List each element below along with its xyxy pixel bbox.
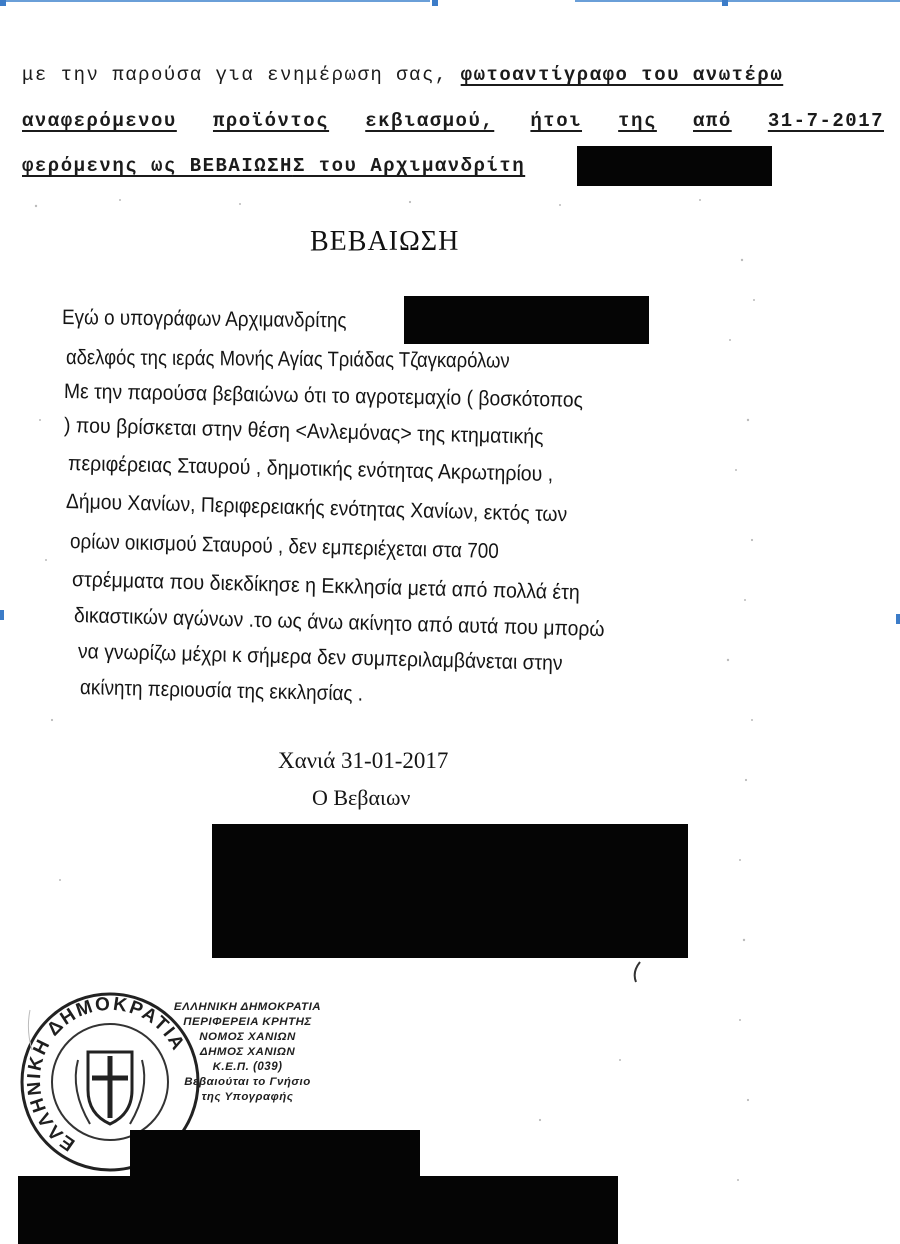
- certificate-line: να γνωρίζω μέχρι κ σήμερα δεν συμπεριλαμβάνεται στην: [77, 640, 563, 675]
- stamp-line: ΕΛΛΗΝΙΚΗ ΔΗΜΟΚΡΑΤΙΑ: [173, 1001, 322, 1013]
- letter-line-1-underlined: φωτοαντίγραφο του ανωτέρω: [460, 64, 784, 86]
- redaction-bar-archimandrite: [404, 296, 649, 344]
- stamp-text-block: [160, 1000, 335, 1105]
- certificate-line: περιφέρειας Σταυρού , δημοτικής ενότητας Ακρωτηρίου ,: [67, 452, 554, 486]
- letter-word: της: [618, 110, 657, 132]
- certificate-line: ακίνητη περιουσία της εκκλησίας .: [79, 676, 364, 706]
- selection-frame: [0, 0, 900, 6]
- certificate-line: Εγώ ο υπογράφων Αρχιμανδρίτης: [61, 306, 347, 333]
- stamp-line: ΝΟΜΟΣ ΧΑΝΙΩΝ: [199, 1031, 296, 1043]
- resize-handle-top-center[interactable]: [432, 0, 438, 6]
- letter-line-2: [22, 110, 884, 132]
- letter-word: προϊόντος: [212, 110, 330, 132]
- letter-word: ήτοι: [530, 110, 583, 132]
- seal-ring-text: ΕΛΛΗΝΙΚΗ ΔΗΜΟΚΡΑΤΙΑ: [23, 993, 189, 1155]
- redaction-bar-stamp-signature: [130, 1130, 420, 1180]
- certificate-line: ορίων οικισμού Σταυρού , δεν εμπεριέχεται στα 700: [69, 530, 499, 563]
- redaction-bar-name: [577, 146, 772, 186]
- certificate-title: ΒΕΒΑΙΩΣΗ: [310, 226, 460, 257]
- stamp-line: Βεβαιούται το Γνήσιο: [184, 1076, 311, 1088]
- letter-word: αναφερόμενου: [22, 110, 177, 132]
- certificate-line: ) που βρίσκεται στην θέση <Ανλεμόνας> της κτηματικής: [63, 414, 544, 449]
- stamp-line: Κ.Ε.Π. (039): [212, 1061, 283, 1073]
- letter-date: 31-7-2017: [767, 110, 884, 132]
- resize-handle-top-right-mid[interactable]: [722, 0, 728, 6]
- letter-word: από: [693, 110, 732, 132]
- signer-label: Ο Βεβαιων: [312, 785, 411, 810]
- certificate-line: αδελφός της ιεράς Μονής Αγίας Τριάδας Τζαγκαρόλων: [65, 346, 510, 373]
- certificate-line: δικαστικών αγώνων .το ως άνω ακίνητο από αυτά που μπορώ: [73, 604, 605, 642]
- redaction-bar-signature: [212, 824, 688, 958]
- stamp-line: της Υπογραφής: [201, 1091, 294, 1103]
- place-date: Χανιά 31-01-2017: [278, 748, 449, 773]
- letter-word: εκβιασμού,: [365, 110, 495, 132]
- frame-line-right: [575, 0, 900, 2]
- letter-line-1: [22, 64, 884, 86]
- stamp-line: ΠΕΡΙΦΕΡΕΙΑ ΚΡΗΤΗΣ: [183, 1016, 312, 1028]
- letter-line-3-rest: Σ του Αρχιμανδρίτη: [292, 155, 526, 177]
- certificate-line: στρέμματα που διεκδίκησε η Εκκλησία μετά από πολλά έτη: [71, 568, 580, 605]
- frame-line-left: [0, 0, 430, 2]
- certificate-line: Δήμου Χανίων, Περιφερειακής ενότητας Χανίων, εκτός των: [65, 490, 568, 527]
- letter-line-3-underlined: φερόμενης ως ΒΕΒΑΙΩΣΗ: [22, 155, 293, 177]
- resize-handle-top-left[interactable]: [0, 0, 6, 6]
- letter-line-1-plain: με την παρούσα για ενημέρωση σας,: [22, 64, 461, 86]
- stamp-line: ΔΗΜΟΣ ΧΑΝΙΩΝ: [199, 1046, 296, 1058]
- redaction-bar-bottom: [18, 1176, 618, 1244]
- certificate-line: Με την παρούσα βεβαιώνω ότι το αγροτεμαχίο ( βοσκότοπος: [63, 380, 584, 412]
